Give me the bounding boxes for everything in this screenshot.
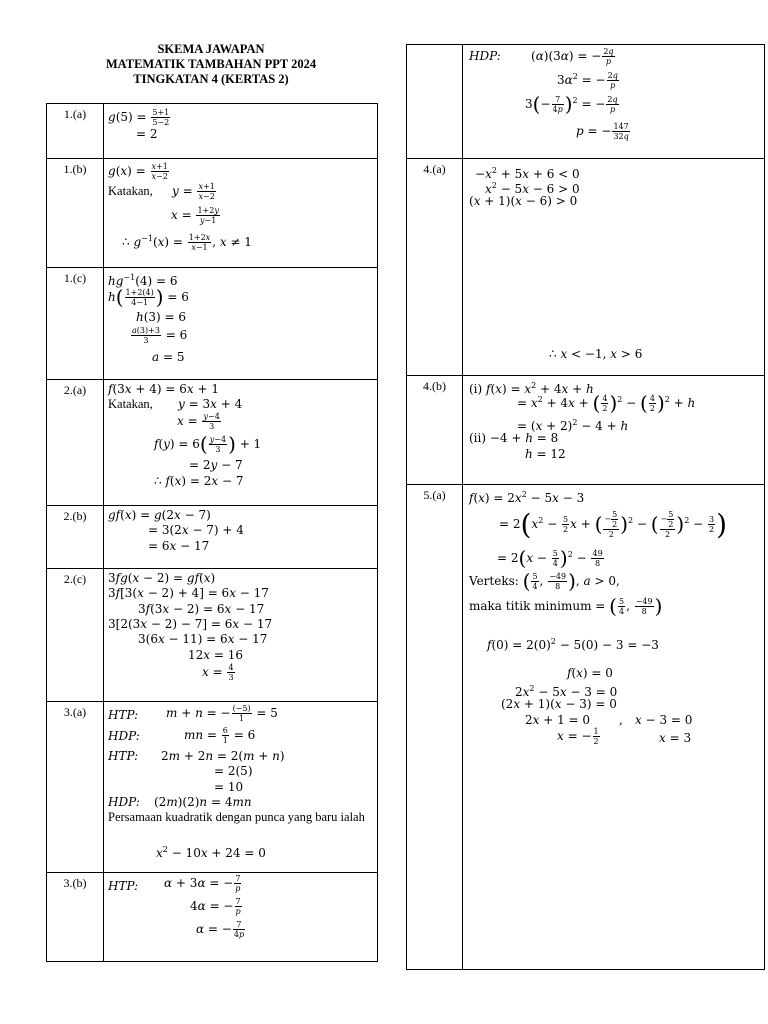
answer-row-3a	[47, 702, 378, 873]
question-number: 2.(b)	[47, 506, 104, 569]
answer-row-1a	[47, 104, 378, 159]
hdp-label: HDP:	[108, 795, 140, 809]
question-number: 1.(a)	[47, 104, 104, 159]
part-label: (i)	[469, 382, 483, 396]
answer-work: HDP: (α)(3α) = − $\frac{2q}{p}$ $3\alpha^2$ = − $\frac{2q}{p}$ 3(− $\frac{7}{4p}$ )$^2$ = − $\frac{2q}{p}$ p = − $\frac{147}{32q}$	[463, 45, 765, 159]
let-word: Katakan,	[108, 184, 153, 198]
answer-row-1c	[47, 268, 378, 380]
htp-label: HTP:	[108, 708, 139, 722]
hdp-label: HDP:	[469, 49, 501, 63]
answer-work: HTP: m + n = − $\frac{(-5)}{1}$ = 5 HDP: mn = $\frac{6}{1}$ = 6 HTP: 2m + 2n = 2(m + n) = 2(5) = 10 HDP: (2m)(2)n = 4mn Persamaan kuadratik dengan punca yang baru ialah $x^2 - 10x + 24 = 0$	[104, 702, 378, 873]
right-answer-table	[406, 44, 765, 970]
title-line-2: MATEMATIK TAMBAHAN PPT 2024	[105, 57, 317, 71]
question-number: 1.(b)	[47, 159, 104, 268]
minimum-label: maka titik minimum =	[469, 599, 606, 613]
part-label: (ii)	[469, 431, 487, 445]
answer-work: $hg^{-1}(4) = 6$ h( $\frac{1+2(4)}{4-1}$ ) = 6 h(3) = 6 $\frac{a(3)+3}{3}$ = 6 a = 5	[104, 268, 378, 380]
title-line-3: TINGKATAN 4 (KERTAS 2)	[133, 72, 289, 86]
htp-label: HTP:	[108, 749, 139, 763]
answer-row-2c	[47, 569, 378, 702]
answer-work: $f(x) = 2x^2 - 5x - 3$ = $2(x^2$ − $\frac{5}{2}$ x + ( − $\frac{5}{2}$ 2 )$^2$ − ( − $\frac{5}{2}$ 2 )$^2$ − $\frac{3}{2}$ ) = 2(x − $\frac{5}{4}$ )$^2$ − $\frac{49}{8}$ Verteks: ( $\frac{5}{4}$ , $\frac{-49}{8}$ ), a > 0, maka titik minimum = ( $\frac{5}{4}$ , $\frac{-49}{8}$ ) $f(0) = 2(0)^2 - 5(0) - 3 = -3$ f(x) = 0 $2x^2 - 5x - 3 = 0$ (2x + 1)(x − 3) = 0 2x + 1 = 0 , x − 3 = 0 x = − $\frac{1}{2}$ x = 3	[463, 485, 765, 970]
question-number: 1.(c)	[47, 268, 104, 380]
question-number	[407, 45, 463, 159]
question-number: 2.(a)	[47, 380, 104, 506]
question-number: 5.(a)	[407, 485, 463, 970]
question-number: 3.(b)	[47, 873, 104, 962]
question-number: 2.(c)	[47, 569, 104, 702]
title-line-1: SKEMA JAWAPAN	[157, 42, 265, 56]
answer-row-4a	[407, 159, 765, 376]
question-number: 4.(b)	[407, 376, 463, 485]
answer-row-1b	[47, 159, 378, 268]
answer-row-2a	[47, 380, 378, 506]
question-sentence: Persamaan kuadratik dengan punca yang baru ialah	[108, 810, 365, 824]
answer-work: f(3x + 4) = 6x + 1 Katakan, y = 3x + 4 x = $\frac{y-4}{3}$ f(y) = 6( $\frac{y-4}{3}$ ) + 1 = 2y − 7 ∴ f(x) = 2x − 7	[104, 380, 378, 506]
question-number: 4.(a)	[407, 159, 463, 376]
answer-row-5a	[407, 485, 765, 970]
let-word: Katakan,	[108, 397, 153, 411]
answer-work: g(5) = $\frac{5+1}{5-2}$ = 2	[104, 104, 378, 159]
vertex-label: Verteks:	[469, 574, 519, 588]
answer-work: (i) $f(x) = x^2 + 4x + h$ = $x^2 + 4x$ + ( $\frac{4}{2}$ )$^2$ − ( $\frac{4}{2}$ )$^2$ + h = $(x + 2)^2 - 4 + h$ (ii) −4 + h = 8 h = 12	[463, 376, 765, 485]
answer-row-4b	[407, 376, 765, 485]
answer-work: 3fg(x − 2) = gf(x) 3f[3(x − 2) + 4] = 6x − 17 3f(3x − 2) = 6x − 17 3[2(3x − 2) − 7] = 6x − 17 3(6x − 11) = 6x − 17 12x = 16 x = $\frac{4}{3}$	[104, 569, 378, 702]
question-number: 3.(a)	[47, 702, 104, 873]
answer-work: g(x) = $\frac{x+1}{x-2}$ Katakan, y = $\frac{x+1}{x-2}$ x = $\frac{1+2y}{y-1}$ ∴ $g^{-1}(x)$ = $\frac{1+2x}{x-1}$ , x ≠ 1	[104, 159, 378, 268]
answer-row-3b-continued	[407, 45, 765, 159]
answer-row-3b	[47, 873, 378, 962]
answer-work: $-x^2 + 5x + 6 < 0$ $x^2 - 5x - 6 > 0$ (x + 1)(x − 6) > 0 ∴ x < −1, x > 6	[463, 159, 765, 376]
document-title	[46, 42, 376, 87]
htp-label: HTP:	[108, 879, 139, 893]
answer-work: gf(x) = g(2x − 7) = 3(2x − 7) + 4 = 6x − 17	[104, 506, 378, 569]
left-answer-table	[46, 103, 378, 962]
answer-work: HTP: α + 3α = − $\frac{7}{p}$ 4α = − $\frac{7}{p}$ α = − $\frac{7}{4p}$	[104, 873, 378, 962]
hdp-label: HDP:	[108, 729, 140, 743]
answer-row-2b	[47, 506, 378, 569]
